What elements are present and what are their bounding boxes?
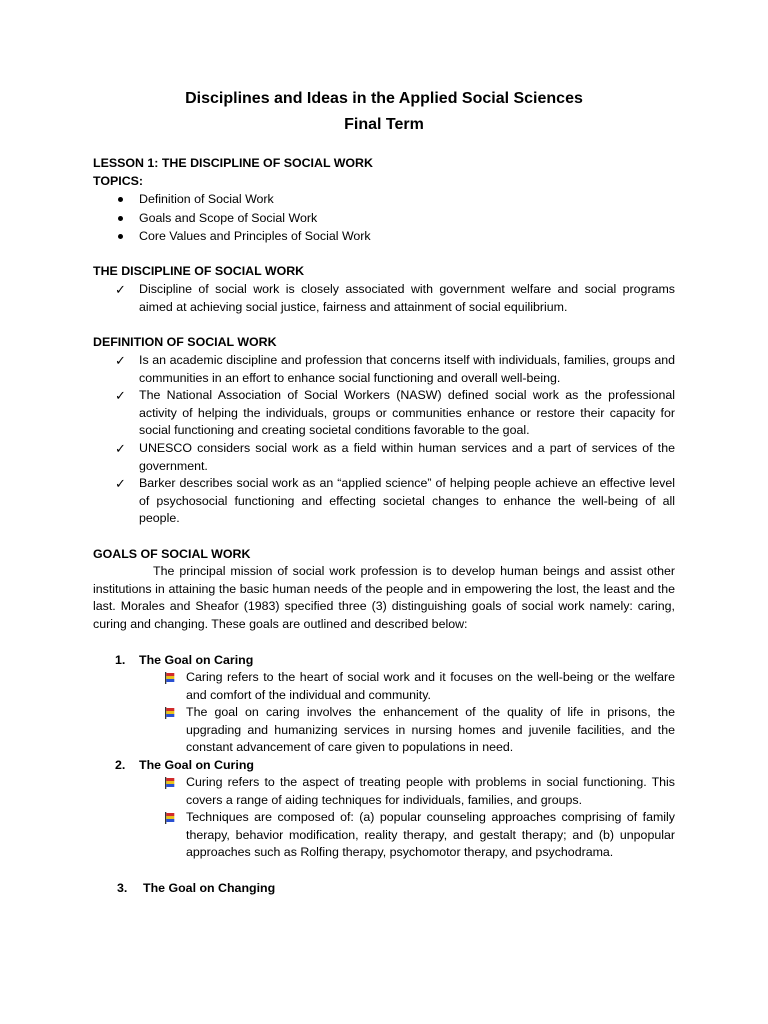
checkmark-icon: ✓ <box>115 353 126 368</box>
goal-point: Techniques are composed of: (a) popular counseling approaches comprising of family therapy, behavior modification, reality therapy, and gestalt therapy; and (b) unpopular approaches such as Rolfing therapy, psychomotor therapy, and psychodrama. <box>186 810 675 860</box>
goal-number: 2. <box>115 758 126 772</box>
goal-number: 3. <box>117 881 128 895</box>
goals-intro: The principal mission of social work profession is to develop human beings and assist other institutions in attaining the basic human needs of the people and in empowering the lost, the least and the last. Morales and Sheafor (1983) specified three (3) distinguishing goals of social work namely: caring, curing and changing. These goals are outlined and described below: <box>93 564 675 631</box>
flag-bullet-icon <box>164 777 176 789</box>
bullet-icon <box>118 234 123 239</box>
definition-item: Barker describes social work as an “applied science” of helping people achieve an effective level of psychosocial functioning and effecting societal changes to enhance the well-being of all people. <box>139 476 675 526</box>
definition-item: Is an academic discipline and profession that concerns itself with individuals, families, groups and communities in an effort to enhance social functioning and overall well-being. <box>139 353 675 385</box>
discipline-item: Discipline of social work is closely associated with government welfare and social programs aimed at achieving social justice, fairness and attainment of social equilibrium. <box>139 282 675 314</box>
checkmark-icon: ✓ <box>115 476 126 491</box>
section-heading: DEFINITION OF SOCIAL WORK <box>93 335 277 349</box>
goal-point: Curing refers to the aspect of treating people with problems in social functioning. This covers a range of aiding techniques for individuals, families, and groups. <box>186 775 675 807</box>
flag-bullet-icon <box>164 672 176 684</box>
checkmark-icon: ✓ <box>115 441 126 456</box>
goal-title: The Goal on Curing <box>139 758 254 772</box>
topic-item: Definition of Social Work <box>139 192 274 206</box>
topic-item: Goals and Scope of Social Work <box>139 211 318 225</box>
lesson-heading: LESSON 1: THE DISCIPLINE OF SOCIAL WORK <box>93 156 373 170</box>
flag-bullet-icon <box>164 707 176 719</box>
section-heading: GOALS OF SOCIAL WORK <box>93 547 251 561</box>
document-subtitle: Final Term <box>344 116 424 133</box>
goal-title: The Goal on Caring <box>139 653 254 667</box>
document-title: Disciplines and Ideas in the Applied Social Sciences <box>185 90 583 107</box>
section-heading: THE DISCIPLINE OF SOCIAL WORK <box>93 264 305 278</box>
bullet-icon <box>118 216 123 221</box>
topics-label: TOPICS: <box>93 174 144 188</box>
goal-number: 1. <box>115 653 126 667</box>
definition-item: UNESCO considers social work as a field within human services and a part of services of the government. <box>139 441 675 473</box>
checkmark-icon: ✓ <box>115 282 126 297</box>
goal-title: The Goal on Changing <box>143 881 276 895</box>
topic-item: Core Values and Principles of Social Work <box>139 229 371 243</box>
flag-bullet-icon <box>164 812 176 824</box>
checkmark-icon: ✓ <box>115 388 126 403</box>
goal-point: The goal on caring involves the enhancement of the quality of life in prisons, the upgrading and humanizing services in nursing homes and juvenile facilities, and the constant advancement of care given to populations in need. <box>186 705 675 755</box>
bullet-icon <box>118 197 123 202</box>
definition-item: The National Association of Social Workers (NASW) defined social work as the professional activity of helping the individuals, groups or communities enhance or restore their capacity for social functioning and creating societal conditions favorable to the goal. <box>139 388 675 438</box>
goal-point: Caring refers to the heart of social work and it focuses on the well-being or the welfare and comfort of the individual and community. <box>186 670 675 702</box>
